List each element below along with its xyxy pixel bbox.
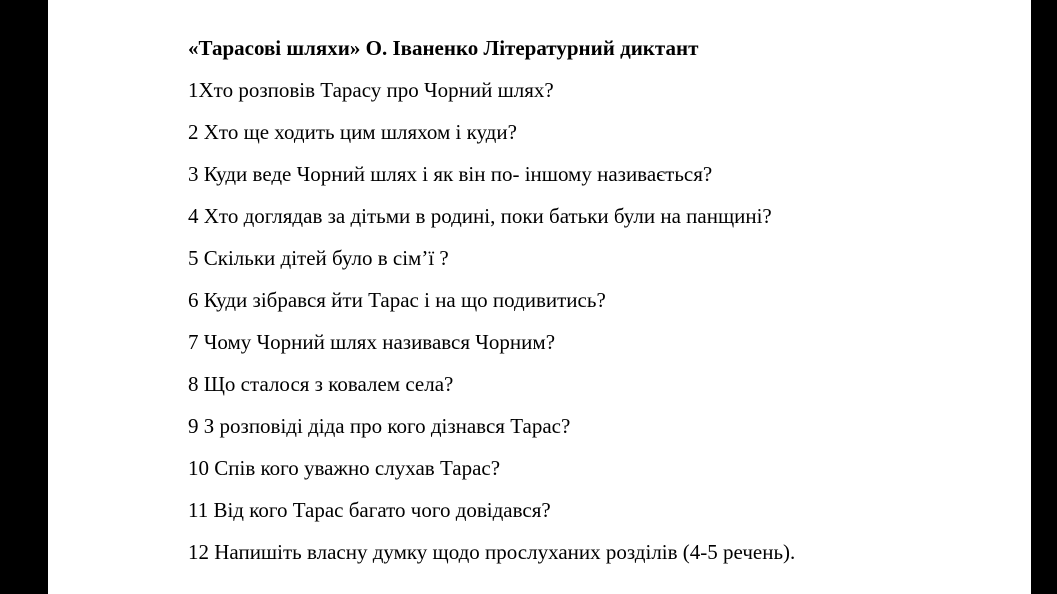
question-7: 7 Чому Чорний шлях називався Чорним? bbox=[188, 330, 556, 354]
document-title: «Тарасові шляхи» О. Іваненко Літературний диктант bbox=[188, 36, 699, 60]
question-3: 3 Куди веде Чорний шлях і як він по- іншому називається? bbox=[188, 162, 713, 186]
question-9: 9 З розповіді діда про кого дізнався Тарас? bbox=[188, 414, 571, 438]
document-content bbox=[188, 34, 1008, 566]
question-1: 1Хто розповів Тарасу про Чорний шлях? bbox=[188, 78, 554, 102]
question-5: 5 Скільки дітей було в сім’ї ? bbox=[188, 246, 449, 270]
question-11: 11 Від кого Тарас багато чого довідався? bbox=[188, 498, 551, 522]
document-page bbox=[48, 0, 1031, 594]
question-2: 2 Хто ще ходить цим шляхом і куди? bbox=[188, 120, 517, 144]
question-8: 8 Що сталося з ковалем села? bbox=[188, 372, 454, 396]
question-4: 4 Хто доглядав за дітьми в родині, поки батьки були на панщині? bbox=[188, 204, 772, 228]
question-6: 6 Куди зібрався йти Тарас і на що подивитись? bbox=[188, 288, 606, 312]
question-12: 12 Напишіть власну думку щодо прослуханих розділів (4-5 речень). bbox=[188, 540, 796, 564]
question-10: 10 Спів кого уважно слухав Тарас? bbox=[188, 456, 501, 480]
